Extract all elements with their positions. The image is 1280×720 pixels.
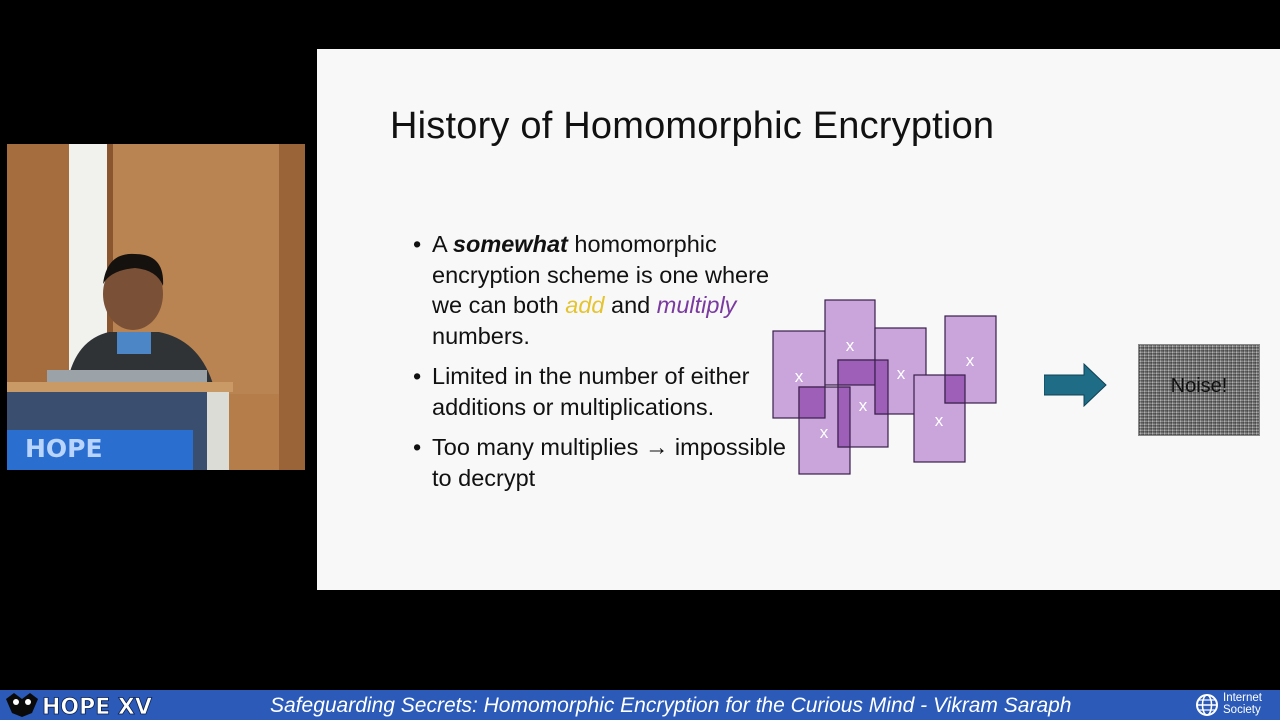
bullet-item	[413, 432, 793, 493]
bullet-emphasis-add: add	[565, 292, 605, 318]
bullet-text: numbers.	[432, 322, 530, 349]
bullet-emphasis-somewhat: somewhat	[452, 231, 568, 257]
bullet-item	[413, 229, 793, 351]
noise-label: Noise!	[1170, 375, 1228, 397]
multiply-label: x	[858, 396, 868, 415]
overlap-region	[799, 387, 825, 418]
overlapping-boxes-diagram	[767, 294, 997, 476]
multiply-label: x	[965, 351, 975, 370]
speaker-video-image	[7, 144, 305, 470]
bullet-dot-icon: •	[413, 231, 422, 257]
bullet-text: Too many multiplies → impossible to decrypt	[432, 434, 786, 491]
multiply-label: x	[845, 336, 855, 355]
overlap-region	[875, 360, 888, 414]
sponsor-line: Society	[1223, 704, 1261, 716]
bullet-text: A	[432, 231, 453, 257]
bullet-dot-icon: •	[413, 434, 422, 460]
right-arrow-icon	[1044, 363, 1108, 407]
bullet-dot-icon: •	[413, 363, 422, 389]
overlap-region	[838, 387, 850, 447]
sponsor-logo-text	[1223, 692, 1262, 716]
overlap-region	[945, 375, 965, 403]
slide-title: History of Homomorphic Encryption	[390, 105, 995, 147]
bullet-list	[413, 229, 793, 503]
bullet-text: Limited in the number of either additions or multiplications.	[432, 363, 750, 420]
owl-icon	[6, 693, 38, 717]
bullet-text: and	[604, 292, 657, 318]
bullet-emphasis-multiply: multiply	[656, 292, 737, 318]
hope-xv-logo	[4, 691, 200, 719]
noise-image	[1138, 344, 1260, 436]
multiply-label: x	[819, 423, 829, 442]
presentation-slide	[317, 49, 1280, 590]
speaker-video	[7, 144, 305, 470]
sponsor-line: Internet	[1223, 692, 1262, 704]
bullet-text: homomorphic encryption scheme is one where we can both	[432, 231, 770, 318]
talk-title: Safeguarding Secrets: Homomorphic Encryption for the Curious Mind - Vikram Saraph	[270, 694, 1072, 717]
event-logo-text: HOPE XV	[42, 695, 152, 719]
podium-logo: HOPE	[25, 434, 103, 463]
multiply-label: x	[934, 411, 944, 430]
lower-third-banner	[0, 690, 1280, 720]
overlap-region	[838, 360, 875, 385]
multiply-label: x	[794, 367, 804, 386]
bullet-item	[413, 361, 793, 422]
globe-icon	[1195, 693, 1221, 717]
multiply-label: x	[896, 364, 906, 383]
